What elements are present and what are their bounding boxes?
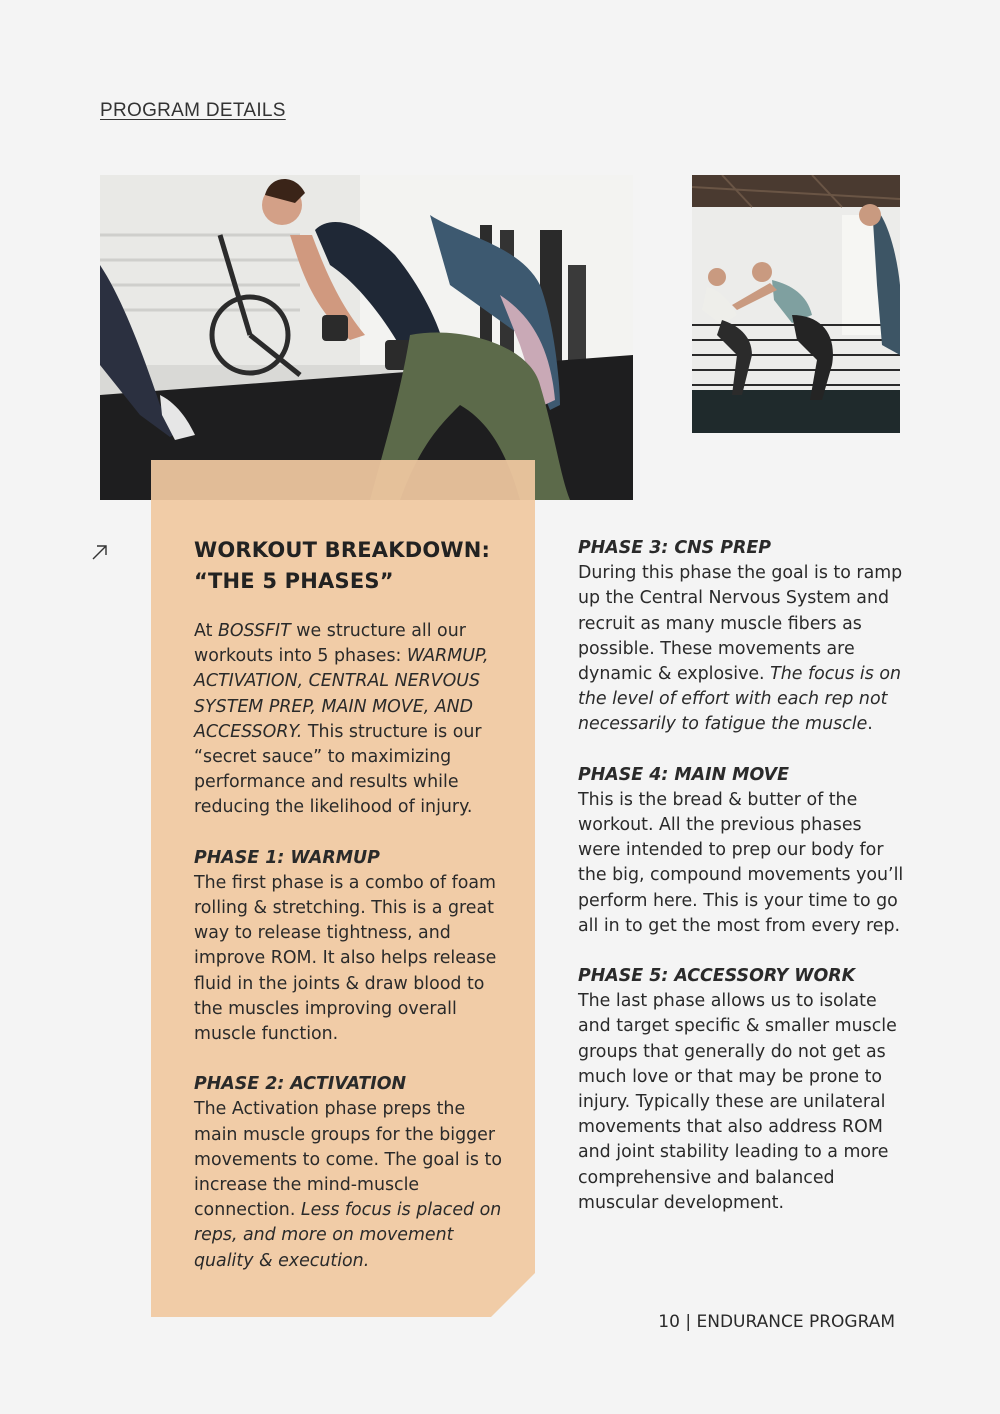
phase-3-emphasis: The focus is on the level of effort with each rep not necessarily to fatigue the muscle — [578, 664, 901, 735]
page-number: 10 — [658, 1312, 680, 1332]
phase-4-text: This is the bread & butter of the workout. All the previous phases were intended to prep our body for the big, compound movements you’ll perform here. This is your time to go all in to get the most from every rep. — [578, 789, 904, 936]
phase-2-paragraph — [194, 1097, 514, 1273]
phase-2-emphasis: Less focus is placed on reps, and more on movement quality & execution. — [194, 1200, 502, 1271]
phase-3-paragraph — [578, 561, 908, 737]
phase-5-title: PHASE 5: ACCESSORY WORK — [578, 966, 856, 987]
program-name: ENDURANCE PROGRAM — [696, 1312, 895, 1332]
phase-3-tail: . — [867, 714, 873, 735]
phase-4-title: PHASE 4: MAIN MOVE — [578, 764, 789, 785]
phase-2-title: PHASE 2: ACTIVATION — [194, 1074, 407, 1095]
intro-text-3: This structure is our “secret sauce” to maximizing performance and results while reducing the likelihood of injury. — [194, 721, 482, 818]
side-workout-photo — [692, 175, 900, 433]
breakdown-title-line2: “THE 5 PHASES” — [194, 569, 394, 593]
main-workout-photo — [100, 175, 633, 500]
page-footer — [658, 1312, 895, 1332]
breakdown-title-line1: WORKOUT BREAKDOWN: — [194, 538, 491, 562]
phase-3-text: During this phase the goal is to ramp up the Central Nervous System and recruit as many muscle fibers as possible. These movements are dynamic & explosive. — [578, 563, 903, 685]
right-column — [578, 536, 908, 1216]
phase-5-text: The last phase allows us to isolate and target specific & smaller muscle groups that generally do not get as much love or that may be prone to injury. Typically these are unilateral movements that also address ROM and joint stability leading to a more comprehensive and balanced muscular development. — [578, 991, 897, 1213]
section-label: PROGRAM DETAILS — [100, 100, 286, 121]
phase-3-title: PHASE 3: CNS PREP — [578, 538, 771, 558]
breakdown-title — [194, 535, 514, 597]
brand-name: BOSSFIT — [217, 621, 291, 641]
phase-1-text: The first phase is a combo of foam rolling & stretching. This is a great way to release tightness, and improve ROM. It also helps release fluid in the joints & draw blood to the muscles improving overall muscle function. — [194, 872, 497, 1045]
footer-separator: | — [679, 1312, 697, 1332]
left-column — [194, 535, 514, 1274]
intro-text-1: At — [194, 621, 218, 641]
phase-1-title: PHASE 1: WARMUP — [194, 847, 380, 868]
phase-2-text: The Activation phase preps the main muscle groups for the bigger movements to come. The goal is to increase the mind-muscle connection. — [194, 1099, 502, 1221]
intro-text-2: we structure all our workouts into 5 phases: — [194, 621, 466, 667]
intro-paragraph — [194, 619, 514, 821]
phases-list: WARMUP, ACTIVATION, CENTRAL NERVOUS SYSTEM PREP, MAIN MOVE, AND ACCESSORY. — [194, 646, 489, 742]
arrow-up-right-icon — [91, 543, 109, 561]
